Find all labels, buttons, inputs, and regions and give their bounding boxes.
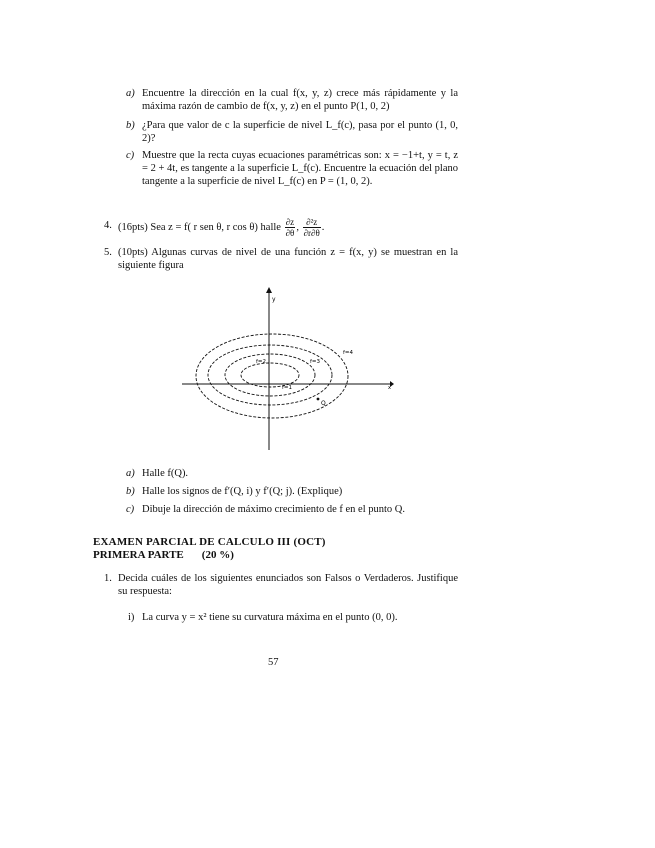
q3-item-c-text: Muestre que la recta cuyas ecuaciones paramétricas son: x = −1+t, y = t, z = 2 + 4t, es tangente a la superficie L_f(c). Encuentre la ecuación del plano tangente a la superficie de nivel L_f(c) en P = (1, 0, 2). — [142, 150, 458, 187]
part1-number: 1. — [104, 573, 112, 584]
q5-item-c-text: Dibuje la dirección de máximo crecimiento de f en el punto Q. — [142, 504, 405, 515]
x-axis-label: x — [388, 385, 391, 391]
curve-label-f3: f=3 — [310, 359, 321, 365]
q4-fraction-2 — [303, 217, 321, 238]
q4-frac2-den: ∂r∂θ — [303, 228, 320, 239]
q3-item-a-text: Encuentre la dirección en la cual f(x, y, z) crece más rápidamente y la máxima razón de cambio de f(x, y, z) en el punto P(1, 0, 2) — [142, 88, 458, 112]
level-curves-figure — [178, 283, 408, 453]
q4-frac1-den: ∂θ — [285, 228, 295, 239]
point-q-marker — [317, 398, 320, 401]
q5-item-a-text: Halle f(Q). — [142, 468, 189, 479]
q4-frac1-num: ∂z — [285, 217, 295, 228]
q4-number: 4. — [104, 220, 112, 231]
point-q-label: Q — [321, 400, 326, 407]
exam-part: PRIMERA PARTE — [93, 549, 184, 561]
q4-end: . — [321, 222, 325, 233]
q4-fraction-1 — [285, 217, 296, 238]
q4-text: Sea z = f( r sen θ, r cos θ) halle — [150, 222, 281, 233]
part1-item-text: La curva y = x² tiene su curvatura máxima en el punto (0, 0). — [142, 612, 398, 623]
q4-separator: , — [296, 222, 299, 233]
q4-frac2-num: ∂²z — [303, 217, 321, 228]
q3-item-b-label: b) — [126, 120, 135, 131]
q5-number: 5. — [104, 247, 112, 258]
exam-title: EXAMEN PARCIAL DE CALCULO III (OCT) — [93, 536, 326, 548]
curve-label-f1: f=1 — [282, 385, 293, 391]
q3-item-a-label: a) — [126, 88, 135, 99]
level-curve-f1 — [241, 363, 299, 387]
q5-text: (10pts) Algunas curvas de nivel de una función z = f(x, y) se muestran en la siguiente figura — [118, 247, 458, 271]
exam-weight: (20 %) — [201, 549, 234, 561]
q5-item-b-text: Halle los signos de f′(Q, i) y f′(Q; j). (Explique) — [142, 486, 343, 497]
q4-points: (16pts) — [118, 222, 148, 233]
question-4 — [104, 214, 464, 242]
part1-item-label: i) — [128, 612, 135, 623]
q5-item-c-label: c) — [126, 504, 135, 515]
q3-item-b-text: ¿Para que valor de c la superficie de nivel L_f(c), pasa por el punto (1, 0, 2)? — [142, 120, 458, 144]
y-axis-arrow — [266, 287, 272, 293]
y-axis-label: y — [272, 296, 276, 303]
part1-text: Decida cuáles de los siguientes enunciados son Falsos o Verdaderos. Justifique su respuesta: — [118, 573, 458, 597]
q5-item-b-label: b) — [126, 486, 135, 497]
curve-label-f2: f=2 — [256, 359, 267, 365]
page-number: 57 — [268, 657, 279, 668]
q5-item-a-label: a) — [126, 468, 135, 479]
level-curve-f2 — [225, 354, 315, 396]
curve-label-f4: f=4 — [343, 350, 354, 356]
q3-item-c-label: c) — [126, 150, 135, 161]
exam-subtitle — [93, 549, 234, 562]
